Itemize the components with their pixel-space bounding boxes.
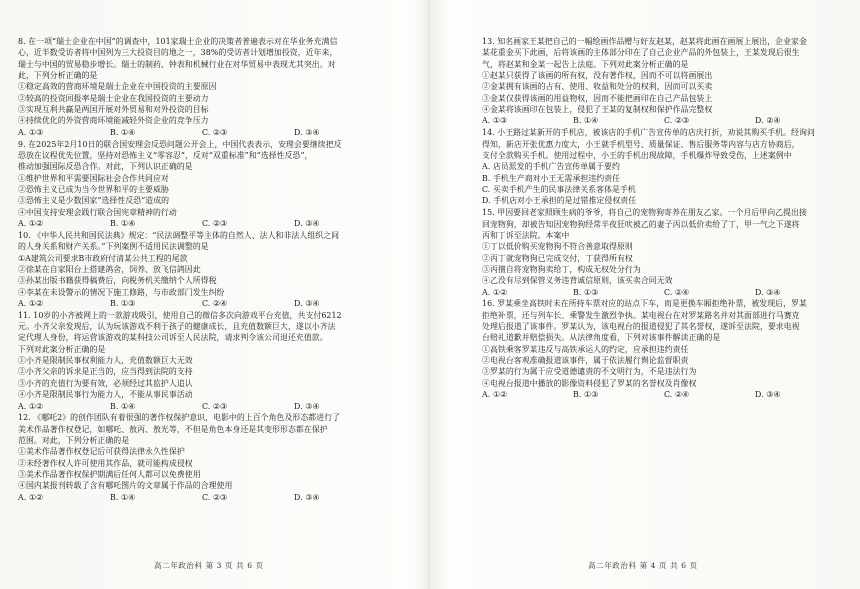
question-stem-line: 元。小齐父亲发现后，认为玩该游戏不利于孩子的健康成长，且充值数额巨大，遂以小齐法 xyxy=(18,322,336,332)
left-page-footer: 高二年政治科 第 3 页 共 6 页 xyxy=(154,561,264,570)
question-stem-line: 台赔礼道歉并赔偿损失。从法律角度看，下列对该事件解读正确的是 xyxy=(482,333,721,343)
choice-label: B. ①④ xyxy=(110,127,136,137)
answer-option: ②较高的投资回报率是瑞士企业在我国投资的主要动力 xyxy=(18,93,209,103)
answer-option: D. 手机店对小王承担的是过错推定侵权责任 xyxy=(482,196,637,206)
answer-option: ④中国支持安理会践行联合国宪章精神的行动 xyxy=(18,207,177,217)
answer-option: ④持续优化的外资营商环境能减轻外资企业的竞争压力 xyxy=(18,116,209,126)
answer-option: ②金某拥有该画的占有、使用、收益和处分的权利，因而可以买卖 xyxy=(482,82,713,92)
choice-label: A. ①② xyxy=(18,219,44,228)
page-fold xyxy=(428,0,430,589)
question-stem-line: 回宠物狗，却被告知因宠物狗经常半夜狂吠被乙的妻子丙以低价卖给了丁，甲一气之下遂将 xyxy=(482,219,800,229)
question-block xyxy=(18,139,390,230)
question-stem-line: 此，下列分析正确的是 xyxy=(18,71,98,81)
question-stem-line: 10. 《中华人民共和国民法典》规定：“民法调整平等主体的自然人、法人和非法人组织之间 xyxy=(18,230,340,240)
choice-label: B. ①④ xyxy=(573,116,599,126)
choice-label: B. ①④ xyxy=(110,401,136,411)
choice-row xyxy=(482,389,846,400)
choice-label: B. ①③ xyxy=(573,390,599,400)
question-stem-line: 定代理人身份，将运营该游戏的某科技公司诉至人民法院，请求判令该公司退还充值款。 xyxy=(18,333,328,343)
choice-label: C. ②③ xyxy=(202,492,228,502)
choice-label: C. ②③ xyxy=(202,127,228,137)
answer-option: ③美术作品著作权保护期满后任何人都可以免费使用 xyxy=(18,470,201,480)
choice-label: C. ②③ xyxy=(202,401,228,411)
question-block xyxy=(18,412,390,503)
choice-label: B. ①④ xyxy=(110,219,136,228)
question-stem-line: 推动加强国际反恐合作。对此，下列认识正确的是 xyxy=(18,162,193,172)
choice-label: D. ②④ xyxy=(755,116,781,126)
question-stem-line: 下列对此案分析正确的是 xyxy=(18,344,106,354)
answer-option: ④小齐是限制民事行为能力人，不能从事民事活动 xyxy=(18,390,193,400)
choice-row xyxy=(18,218,390,229)
answer-option: ①高铁乘客罗某违反与高铁承运人的约定，应承担违约责任 xyxy=(482,344,689,354)
answer-option: ③丙擅自将宠物狗卖给丁，构成无权处分行为 xyxy=(482,264,641,274)
answer-option: ②未经著作权人许可使用其作品，就可能构成侵权 xyxy=(18,458,193,468)
choice-label: C. ②④ xyxy=(664,390,690,400)
question-block xyxy=(18,310,390,412)
answer-option: ③实现互利共赢是两国开展对外贸易和对外投资的目标 xyxy=(18,105,209,115)
choice-row xyxy=(18,492,390,503)
answer-option: ①赵某只获得了该画的所有权，没有著作权，因而不可以将画展出 xyxy=(482,71,713,81)
answer-option: ①丁以低价购买宠物狗不符合善意取得原则 xyxy=(482,242,633,252)
choice-label: C. ②④ xyxy=(202,298,228,308)
question-stem-line: 处理后报道了该事件。罗某认为，该电视台的报道侵犯了其名誉权，遂诉至法院，要求电视 xyxy=(482,322,800,332)
right-page-footer: 高二年政治科 第 4 页 共 6 页 xyxy=(588,561,698,570)
question-block xyxy=(482,298,846,400)
question-block xyxy=(18,36,390,138)
choice-row xyxy=(18,298,390,309)
choice-row xyxy=(18,127,390,138)
choice-label: A. ①② xyxy=(482,390,508,400)
answer-option: ④电视台报道中播放的影像资料侵犯了罗某的名誉权及肖像权 xyxy=(482,378,697,388)
question-stem-line: 16. 罗某乘坐高铁时未在所持车票对应的站点下车，而是更换车厢拒绝补票，被发现后，罗某 xyxy=(482,299,807,309)
question-stem-line: 拒绝补票，还与列车长、乘警发生激烈争执。某电视台在对罗某路名并对其面部进行马赛克 xyxy=(482,310,800,320)
choice-label: A. ①② xyxy=(482,287,508,297)
question-stem-line: 12. 《哪吒2》的创作团队有着很强的著作权保护意识，电影中的上百个角色及形态都进行了 xyxy=(18,413,341,423)
question-stem-line: 13. 知名画家王某把自己的一幅绘画作品赠与好友赵某，赵某将此画在画展上展出，企业家金 xyxy=(482,37,807,46)
question-stem-line: 恐放在议程优先位置，坚持对恐怖主义“零容忍”，反对“双重标准”和“选择性反恐”， xyxy=(18,150,313,160)
question-block xyxy=(482,36,846,127)
question-stem-line: 范围。对此，下列分析正确的是 xyxy=(18,436,130,446)
question-stem-line: 瑞士与中国的贸易稳步增长。瑞士的制药、钟表和机械行业在对华贸易中表现尤其突出。对 xyxy=(18,59,336,69)
question-stem-line: 丙和丁诉至法院。本案中 xyxy=(482,230,570,240)
choice-label: B. ①④ xyxy=(110,492,136,502)
answer-option: ③恐怖主义是少数国家“选择性反恐”造成的 xyxy=(18,196,170,206)
choice-row xyxy=(482,115,846,126)
answer-option: A. 店员派发的手机广告宣传单属于要约 xyxy=(482,162,620,172)
answer-option: ②恐怖主义已成为当今世界和平的主要威胁 xyxy=(18,184,169,194)
answer-option: ③金某仅获得该画的用益物权，因而不能把画印在自己产品包装上 xyxy=(482,93,713,103)
left-page-column xyxy=(18,36,390,504)
answer-option: C. 买卖手机产生的民事法律关系客体是手机 xyxy=(482,184,636,194)
answer-option: ①小齐是限制民事权利能力人，充值数额巨大无效 xyxy=(18,356,193,366)
choice-row xyxy=(18,401,390,412)
answer-option: ④乙没有尽到保管义务违背诚信原则，该买卖合同无效 xyxy=(482,276,673,286)
answer-option: ④国内某报刊转载了含有哪吒图片的文章属于作品的合理使用 xyxy=(18,481,233,491)
question-stem-line: 某花重金买下此画，后将该画的主体部分印在了自己企业产品的外包装上，王某发现后很生 xyxy=(482,48,800,58)
answer-option: ③小齐的充值行为要有效，必须经过其监护人追认 xyxy=(18,378,193,388)
question-stem-line: 心，近半数受访者将中国列为三大投资目的地之一，38%的受访者计划增加投资，近年来， xyxy=(18,48,338,58)
answer-option: ③孙某出版书籍获得稿费后，向税务机关缴纳个人所得税 xyxy=(18,276,217,286)
choice-label: D. ③④ xyxy=(755,287,781,297)
question-stem-line: 14. 小王路过某新开的手机店，被该店的手机广告宣传单的店庆打折，劝说其购买手机。经询问 xyxy=(482,128,815,138)
choice-label: B. ①③ xyxy=(110,298,136,308)
choice-row xyxy=(482,287,846,298)
choice-label: C. ②④ xyxy=(664,287,690,297)
choice-label: C. ②③ xyxy=(664,116,690,126)
question-stem-line: 11. 10岁的小齐被网上的一款游戏吸引，使用自己的微信多次向游戏平台充值，共支付6212 xyxy=(18,310,342,320)
answer-option: ③罗某的行为属于应受道德谴责的不文明行为，不是违法行为 xyxy=(482,367,697,377)
right-page-column xyxy=(482,36,846,401)
choice-label: A. ①② xyxy=(18,298,44,308)
choice-label: A. ①③ xyxy=(482,116,508,126)
choice-label: B. ①③ xyxy=(573,287,599,297)
answer-option: ②徐某在自家阳台上搭建鸽舍，饲养、放飞信鸽因此 xyxy=(18,264,201,274)
question-stem-line: 美术作品著作权登记，如哪吒、敖丙、敖光等，不但是角色本身还是其变形形态都在保护 xyxy=(18,424,328,434)
question-stem-line: 8. 在一项“瑞士企业在中国”的调查中，101家瑞士企业的决策者普遍表示对在华业务充满信 xyxy=(18,37,338,46)
answer-option: ①维护世界和平需要国际社会合作共同应对 xyxy=(18,173,169,183)
question-block xyxy=(482,207,846,298)
answer-option: ④金某将该画印在包装上，侵犯了王某的复制权和保护作品完整权 xyxy=(482,105,713,115)
choice-label: A. ①② xyxy=(18,401,44,411)
question-stem-line: 15. 甲因要回老家照顾生病的爷爷，将自己的宠物狗寄养在朋友乙家。一个月后甲向乙提出接 xyxy=(482,208,807,218)
answer-option: ④李某在未设警示的情况下施工修路，与市政部门发生纠纷 xyxy=(18,287,225,297)
choice-label: D. ③④ xyxy=(294,219,320,228)
question-stem-line: 的人身关系和财产关系。”下列案例不适用民法调整的是 xyxy=(18,242,209,252)
answer-option: ①美术作品著作权登记后可获得法律永久性保护 xyxy=(18,447,185,457)
question-block xyxy=(482,127,846,206)
choice-label: A. ①③ xyxy=(18,127,44,137)
choice-label: A. ①② xyxy=(18,492,44,502)
question-block xyxy=(18,230,390,309)
answer-option: ①A建筑公司要求B市政府付清某公共工程的尾款 xyxy=(18,253,188,263)
choice-label: D. ③④ xyxy=(294,401,320,411)
question-stem-line: 得知，新店开张优惠力度大，小王就手机型号、质量保证、售后服务等内容与店方协商后， xyxy=(482,139,800,149)
choice-label: D. ③④ xyxy=(294,298,320,308)
answer-option: B. 手机生产商对小王无需承担违约责任 xyxy=(482,173,621,183)
question-stem-line: 支付全款购买手机。使用过程中，小王的手机出现故障，手机爆炸导致受伤，上述案例中 xyxy=(482,150,792,160)
answer-option: ②小齐父亲的诉求是正当的，应当得到法院的支持 xyxy=(18,367,193,377)
choice-label: D. ③④ xyxy=(294,127,320,137)
choice-label: C. ②③ xyxy=(202,219,228,228)
answer-option: ①稳定高效的营商环境是瑞士企业在中国投资的主要原因 xyxy=(18,82,217,92)
choice-label: D. ③④ xyxy=(755,390,781,400)
answer-option: ②丙丁就宠物狗已完成交付，丁获得所有权 xyxy=(482,253,633,263)
answer-option: ②电视台客观准确报道该事件，属于依法履行舆论监督职责 xyxy=(482,356,689,366)
question-stem-line: 气，将赵某和金某一起告上法庭。下列对此案分析正确的是 xyxy=(482,59,689,69)
question-stem-line: 9. 在2025年2月10日的联合国安理会反恐问题公开会上，中国代表表示，安理会要继续把反 xyxy=(18,139,342,149)
choice-label: D. ③④ xyxy=(294,492,320,502)
